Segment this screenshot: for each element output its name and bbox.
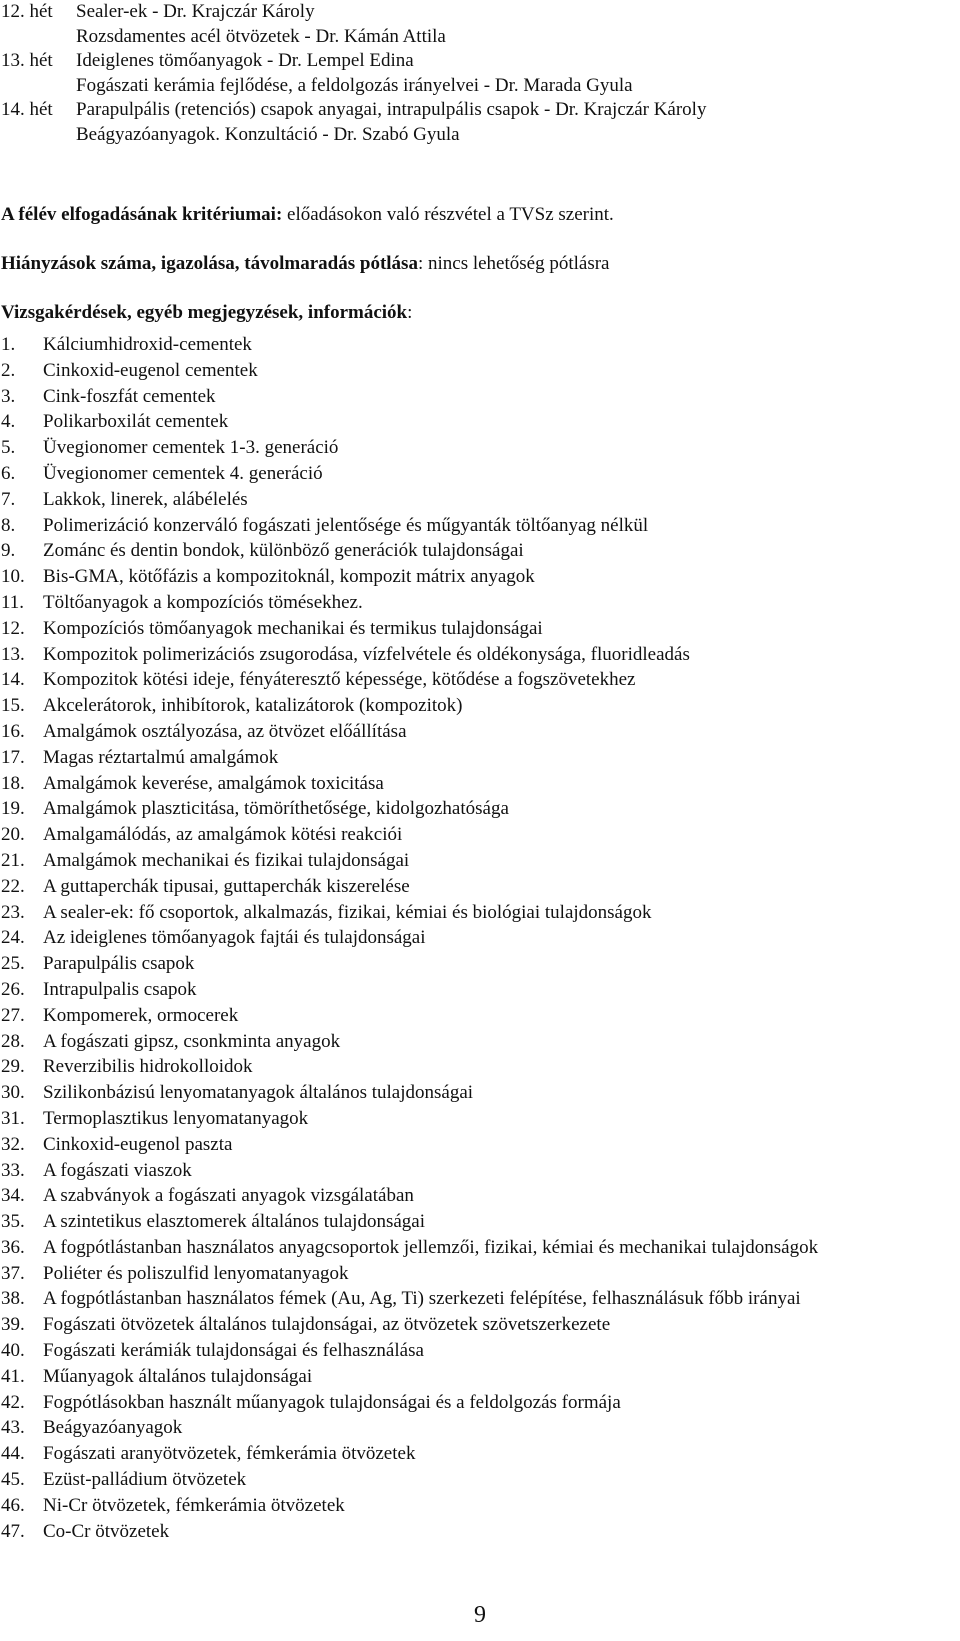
question-number: 10. [1, 566, 25, 588]
list-item [0, 1467, 818, 1493]
list-item [0, 1415, 818, 1441]
question-text: Ezüst-palládium ötvözetek [43, 1469, 247, 1491]
question-number: 16. [1, 720, 25, 742]
list-item [0, 719, 818, 745]
question-text: Üvegionomer cementek 1-3. generáció [43, 437, 339, 459]
question-text: Magas réztartalmú amalgámok [43, 746, 279, 768]
question-text: A fogpótlástanban használatos fémek (Au, Ag, Ti) szerkezeti felépítése, felhasználásuk főbb irányai [43, 1288, 801, 1310]
question-number: 43. [1, 1417, 25, 1439]
list-item [0, 332, 818, 358]
list-item [0, 667, 818, 693]
list-item [0, 616, 818, 642]
lecture-entry: Rozsdamentes acél ötvözetek - Dr. Kámán Attila [76, 25, 446, 47]
list-item [0, 1519, 818, 1545]
question-text: Amalgámok mechanikai és fizikai tulajdonságai [43, 849, 410, 871]
list-item [0, 1286, 818, 1312]
question-text: A fogpótlástanban használatos anyagcsoportok jellemzői, fizikai, kémiai és mechanikai tulajdonságok [43, 1236, 819, 1258]
week-label: 14. hét [1, 99, 53, 120]
list-item [0, 1493, 818, 1519]
list-item [0, 358, 818, 384]
question-number: 27. [1, 1004, 25, 1026]
question-text: Termoplasztikus lenyomatanyagok [43, 1107, 309, 1129]
list-item [0, 1235, 818, 1261]
question-number: 29. [1, 1056, 25, 1078]
question-text: Amalgamálódás, az amalgámok kötési reakciói [43, 824, 403, 846]
criteria-text: előadásokon való részvétel a TVSz szerint. [282, 204, 614, 225]
question-text: Amalgámok plaszticitása, tömöríthetősége, kidolgozhatósága [43, 798, 509, 820]
list-item [0, 1338, 818, 1364]
question-text: Cinkoxid-eugenol cementek [43, 359, 258, 381]
question-number: 4. [1, 411, 16, 433]
list-item [0, 1312, 818, 1338]
list-item [0, 1080, 818, 1106]
lecture-entry: Fogászati kerámia fejlődése, a feldolgozás irányelvei - Dr. Marada Gyula [76, 74, 633, 96]
question-number: 17. [1, 746, 25, 768]
list-item [0, 1390, 818, 1416]
schedule-line [0, 49, 706, 74]
list-item [0, 822, 818, 848]
question-text: Polikarboxilát cementek [43, 411, 229, 433]
question-number: 38. [1, 1288, 25, 1310]
list-item [0, 461, 818, 487]
question-text: A fogászati viaszok [43, 1159, 192, 1181]
question-number: 42. [1, 1391, 25, 1413]
exam-colon: : [407, 302, 413, 323]
question-text: Amalgámok osztályozása, az ötvözet előállítása [43, 720, 407, 742]
list-item [0, 384, 818, 410]
question-number: 2. [1, 359, 16, 381]
question-number: 40. [1, 1340, 25, 1362]
question-text: Kompozitok polimerizációs zsugorodása, vízfelvétele és oldékonysága, fluoridleadás [43, 643, 690, 665]
question-text: Bis-GMA, kötőfázis a kompozitoknál, kompozit mátrix anyagok [43, 566, 535, 588]
lecture-entry: Beágyazóanyagok. Konzultáció - Dr. Szabó Gyula [76, 123, 460, 145]
question-text: Cink-foszfát cementek [43, 385, 216, 407]
list-item [0, 1261, 818, 1287]
list-item [0, 1158, 818, 1184]
question-text: Kompomerek, ormocerek [43, 1004, 239, 1026]
question-number: 8. [1, 514, 16, 536]
list-item [0, 513, 818, 539]
question-number: 41. [1, 1365, 25, 1387]
question-number: 5. [1, 437, 16, 459]
exam-label: Vizsgakérdések, egyéb megjegyzések, információk [1, 302, 408, 323]
question-number: 35. [1, 1211, 25, 1233]
list-item [0, 796, 818, 822]
exam-questions-heading [1, 302, 412, 324]
question-number: 19. [1, 798, 25, 820]
list-item [0, 925, 818, 951]
question-text: Lakkok, linerek, alábélelés [43, 488, 248, 510]
question-number: 34. [1, 1185, 25, 1207]
question-text: Fogászati aranyötvözetek, fémkerámia ötvözetek [43, 1443, 416, 1465]
question-text: Ni-Cr ötvözetek, fémkerámia ötvözetek [43, 1494, 345, 1516]
lecture-entry: Ideiglenes tömőanyagok - Dr. Lempel Edina [76, 50, 414, 71]
list-item [0, 900, 818, 926]
list-item [0, 1209, 818, 1235]
lecture-entry: Parapulpális (retenciós) csapok anyagai, intrapulpális csapok - Dr. Krajczár Károly [76, 99, 707, 120]
question-text: A sealer-ek: fő csoportok, alkalmazás, fizikai, kémiai és biológiai tulajdonságok [43, 901, 652, 923]
list-item [0, 487, 818, 513]
list-item [0, 435, 818, 461]
question-text: Reverzibilis hidrokolloidok [43, 1056, 253, 1078]
list-item [0, 745, 818, 771]
question-text: Kompozíciós tömőanyagok mechanikai és termikus tulajdonságai [43, 617, 543, 639]
question-number: 12. [1, 617, 25, 639]
question-text: Fogászati ötvözetek általános tulajdonságai, az ötvözetek szövetszerkezete [43, 1314, 611, 1336]
question-number: 23. [1, 901, 25, 923]
question-text: Poliéter és poliszulfid lenyomatanyagok [43, 1262, 349, 1284]
question-text: A guttaperchák tipusai, guttaperchák kiszerelése [43, 875, 410, 897]
list-item [0, 951, 818, 977]
question-text: A szabványok a fogászati anyagok vizsgálatában [43, 1185, 414, 1207]
question-text: A fogászati gipsz, csonkminta anyagok [43, 1030, 341, 1052]
question-number: 47. [1, 1520, 25, 1542]
question-number: 31. [1, 1107, 25, 1129]
question-number: 46. [1, 1494, 25, 1516]
question-text: Beágyazóanyagok [43, 1417, 183, 1439]
list-item [0, 874, 818, 900]
week-label: 12. hét [1, 1, 53, 22]
list-item [0, 642, 818, 668]
list-item [0, 1441, 818, 1467]
list-item [0, 538, 818, 564]
question-number: 9. [1, 540, 16, 562]
question-number: 36. [1, 1236, 25, 1258]
list-item [0, 590, 818, 616]
question-text: Üvegionomer cementek 4. generáció [43, 462, 323, 484]
question-text: Co-Cr ötvözetek [43, 1520, 170, 1542]
question-text: Intrapulpalis csapok [43, 978, 197, 1000]
question-number: 22. [1, 875, 25, 897]
question-text: Amalgámok keverése, amalgámok toxicitása [43, 772, 384, 794]
list-item [0, 564, 818, 590]
list-item [0, 1106, 818, 1132]
question-number: 11. [1, 591, 25, 613]
question-number: 33. [1, 1159, 25, 1181]
question-number: 13. [1, 643, 25, 665]
exam-question-list [0, 332, 818, 1544]
question-number: 14. [1, 669, 25, 691]
question-text: Műanyagok általános tulajdonságai [43, 1365, 313, 1387]
list-item [0, 1054, 818, 1080]
question-text: Az ideiglenes tömőanyagok fajtái és tulajdonságai [43, 927, 426, 949]
schedule-line [0, 0, 706, 25]
list-item [0, 771, 818, 797]
question-number: 7. [1, 488, 16, 510]
list-item [0, 1364, 818, 1390]
schedule-line [0, 25, 706, 50]
lecture-entry: Sealer-ek - Dr. Krajczár Károly [76, 1, 315, 22]
question-number: 20. [1, 824, 25, 846]
question-number: 39. [1, 1314, 25, 1336]
question-number: 6. [1, 462, 16, 484]
list-item [0, 977, 818, 1003]
week-label: 13. hét [1, 50, 53, 71]
question-number: 25. [1, 953, 25, 975]
question-text: Kompozitok kötési ideje, fényáteresztő képessége, kötődése a fogszövetekhez [43, 669, 636, 691]
criteria-label: A félév elfogadásának kritériumai: [1, 204, 283, 225]
question-number: 28. [1, 1030, 25, 1052]
list-item [0, 1132, 818, 1158]
question-number: 30. [1, 1082, 25, 1104]
schedule-line [0, 98, 706, 123]
question-text: Cinkoxid-eugenol paszta [43, 1133, 233, 1155]
acceptance-criteria [1, 204, 614, 226]
question-number: 15. [1, 695, 25, 717]
question-text: Zománc és dentin bondok, különböző generációk tulajdonságai [43, 540, 524, 562]
list-item [0, 409, 818, 435]
question-text: Kálciumhidroxid-cementek [43, 334, 252, 355]
question-number: 24. [1, 927, 25, 949]
schedule-line [0, 74, 706, 99]
question-number: 26. [1, 978, 25, 1000]
question-text: Töltőanyagok a kompozíciós tömésekhez. [43, 591, 363, 613]
question-text: Fogászati kerámiák tulajdonságai és felhasználása [43, 1340, 424, 1362]
question-number: 3. [1, 385, 16, 407]
page-number: 9 [474, 1602, 486, 1628]
question-text: Fogpótlásokban használt műanyagok tulajdonságai és a feldolgozás formája [43, 1391, 621, 1413]
question-number: 37. [1, 1262, 25, 1284]
question-number: 21. [1, 849, 25, 871]
schedule-line [0, 123, 706, 148]
list-item [0, 848, 818, 874]
list-item [0, 1003, 818, 1029]
question-text: Polimerizáció konzerváló fogászati jelentősége és műgyanták töltőanyag nélkül [43, 514, 649, 536]
question-number: 45. [1, 1469, 25, 1491]
question-text: Szilikonbázisú lenyomatanyagok általános tulajdonságai [43, 1082, 474, 1104]
absence-policy [1, 253, 609, 275]
question-number: 1. [1, 334, 16, 355]
question-number: 32. [1, 1133, 25, 1155]
question-text: Parapulpális csapok [43, 953, 195, 975]
list-item [0, 1183, 818, 1209]
absence-text: : nincs lehetőség pótlásra [417, 253, 610, 274]
list-item [0, 693, 818, 719]
list-item [0, 1029, 818, 1055]
question-number: 18. [1, 772, 25, 794]
weekly-schedule [0, 0, 706, 147]
absence-label: Hiányzások száma, igazolása, távolmaradás pótlása [1, 253, 418, 274]
question-text: Akcelerátorok, inhibítorok, katalizátorok (kompozitok) [43, 695, 463, 717]
question-number: 44. [1, 1443, 25, 1465]
question-text: A szintetikus elasztomerek általános tulajdonságai [43, 1211, 426, 1233]
